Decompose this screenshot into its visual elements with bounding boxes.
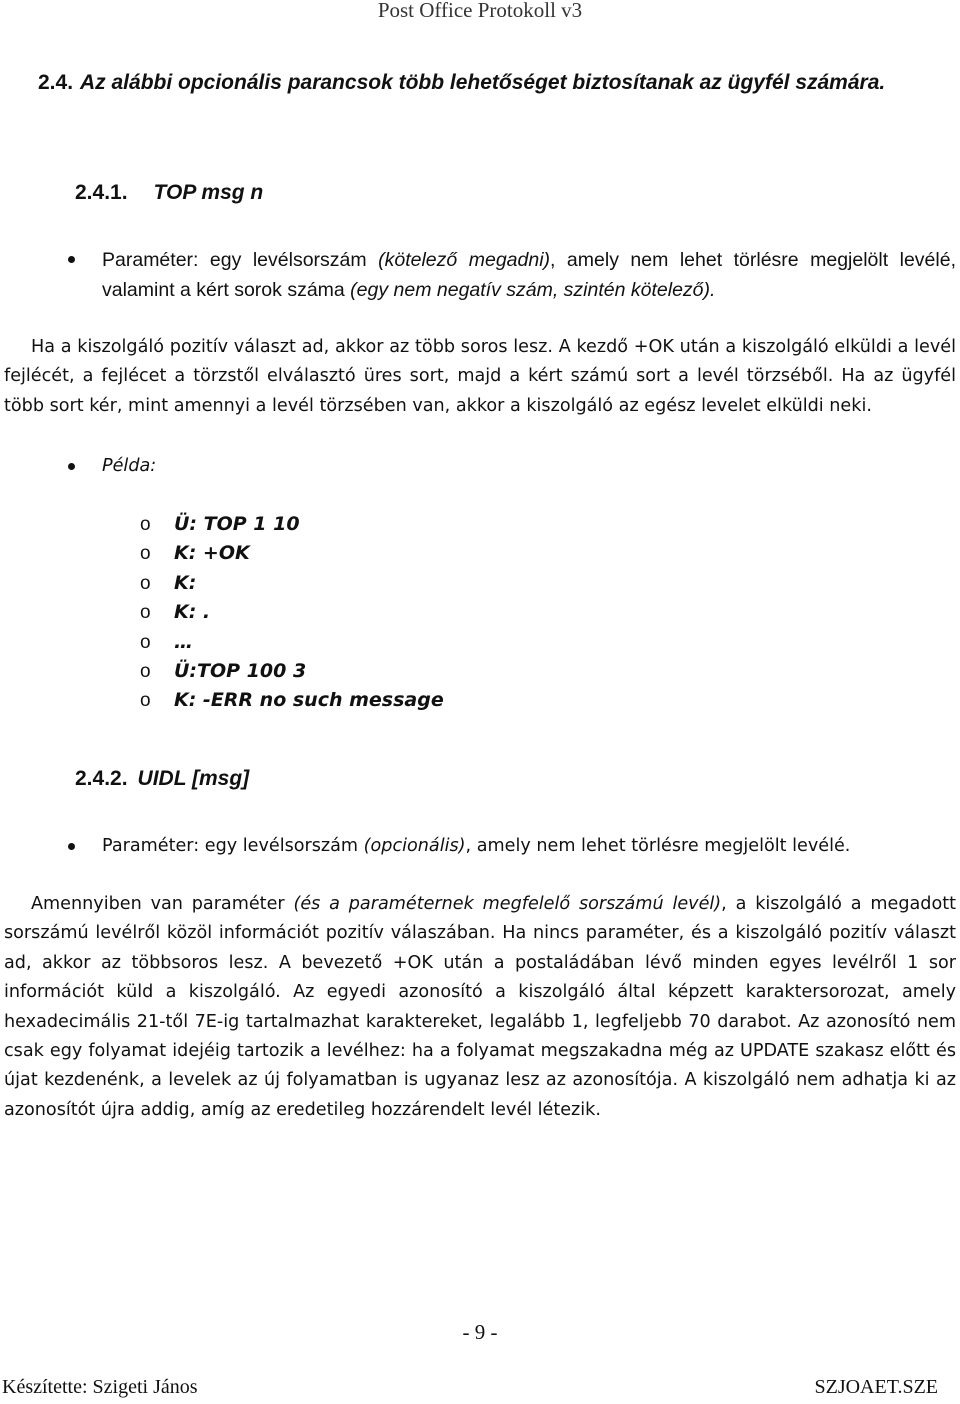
section-title: Az alábbi opcionális parancsok több lehetőséget biztosítanak az ügyfél számára. — [80, 71, 886, 94]
bullet-icon — [68, 463, 75, 470]
parameter-bullet-uidl — [68, 832, 956, 861]
list-marker: o — [140, 631, 151, 653]
bullet-icon — [68, 843, 75, 850]
page-number: - 9 - — [462, 1320, 498, 1344]
section-title: TOP msg n — [153, 181, 264, 204]
list-item: o K: . — [140, 598, 640, 627]
list-item: o Ü:TOP 100 3 — [140, 657, 640, 686]
list-item: o K: — [140, 569, 640, 598]
parameter-bullet-top — [68, 245, 956, 305]
example-label: Példa: — [102, 456, 157, 476]
list-marker: o — [140, 514, 151, 535]
footer-organization: SZJOAET.SZE — [814, 1376, 938, 1398]
list-item: o K: +OK — [140, 539, 640, 568]
parameter-text: Paraméter: egy levélsorszám (opcionális), amely nem lehet törlésre megjelölt levélé. — [102, 836, 851, 856]
list-marker: o — [140, 602, 151, 624]
list-marker: o — [140, 543, 151, 565]
section-heading-2-4-1 — [75, 181, 263, 205]
list-item: o Ü: TOP 1 10 — [140, 510, 640, 539]
list-marker: o — [140, 660, 151, 682]
list-item: o … — [140, 628, 640, 657]
section-number: 2.4.1. — [75, 181, 128, 204]
section-heading-2-4 — [38, 68, 918, 98]
section-number: 2.4.2. — [75, 767, 128, 790]
list-item: o K: -ERR no such message — [140, 686, 640, 715]
top-description-paragraph: Ha a kiszolgáló pozitív választ ad, akkor az több soros lesz. A kezdő +OK után a kiszolgáló elküldi a levél fejlécét, a fejlécet a törzstől elválasztó üres sort, majd a kért számú sort a levél törzséből. Ha az ügyfél több sort kér, mint amennyi a levél törzsében van, akkor a kiszolgáló az egész levelet elküldi neki. — [4, 337, 956, 416]
uidl-description-paragraph: Amennyiben van paraméter (és a paraméternek megfelelő sorszámú levél), a kiszolgáló a megadott sorszámú levélről közöl információt pozitív válaszában. Ha nincs paraméter, és a kiszolgáló pozitív választ ad, akkor az többsoros lesz. A bevezető +OK után a postaládában lévő minden egyes levélről 1 sor információt küld a kiszolgáló. Az egyedi azonosító a kiszolgáló által képzett karaktersorozat, amely hexadecimális 21-től 7E-ig tartalmazhat karaktereket, legalább 1, legfeljebb 70 darabot. Az azonosító nem csak egy folyamat idejéig tartozik a levélhez: ha a folyamat megszakadna még az UPDATE szakasz előtt és újat kezdenénk, a levelek az új folyamatban is ugyanaz lesz az azonosítója. A kiszolgáló nem adhatja ki az azonosítót újra addig, amíg az eredetileg hozzárendelt levél létezik. — [4, 894, 957, 1120]
parameter-text: Paraméter: egy levélsorszám (kötelező megadni), amely nem lehet törlésre megjelölt levélé, valamint a kért sorok száma (egy nem negatív szám, szintén kötelező). — [102, 249, 956, 301]
footer-author: Készítette: Szigeti János — [2, 1376, 198, 1398]
list-marker: o — [140, 572, 151, 594]
example-list — [140, 510, 640, 716]
running-header: Post Office Protokoll v3 — [377, 0, 583, 22]
section-heading-2-4-2 — [75, 767, 249, 791]
bullet-icon — [68, 256, 75, 263]
section-title: UIDL [msg] — [137, 767, 250, 790]
example-bullet — [68, 452, 956, 481]
section-number: 2.4. — [38, 71, 74, 94]
list-marker: o — [140, 690, 151, 712]
